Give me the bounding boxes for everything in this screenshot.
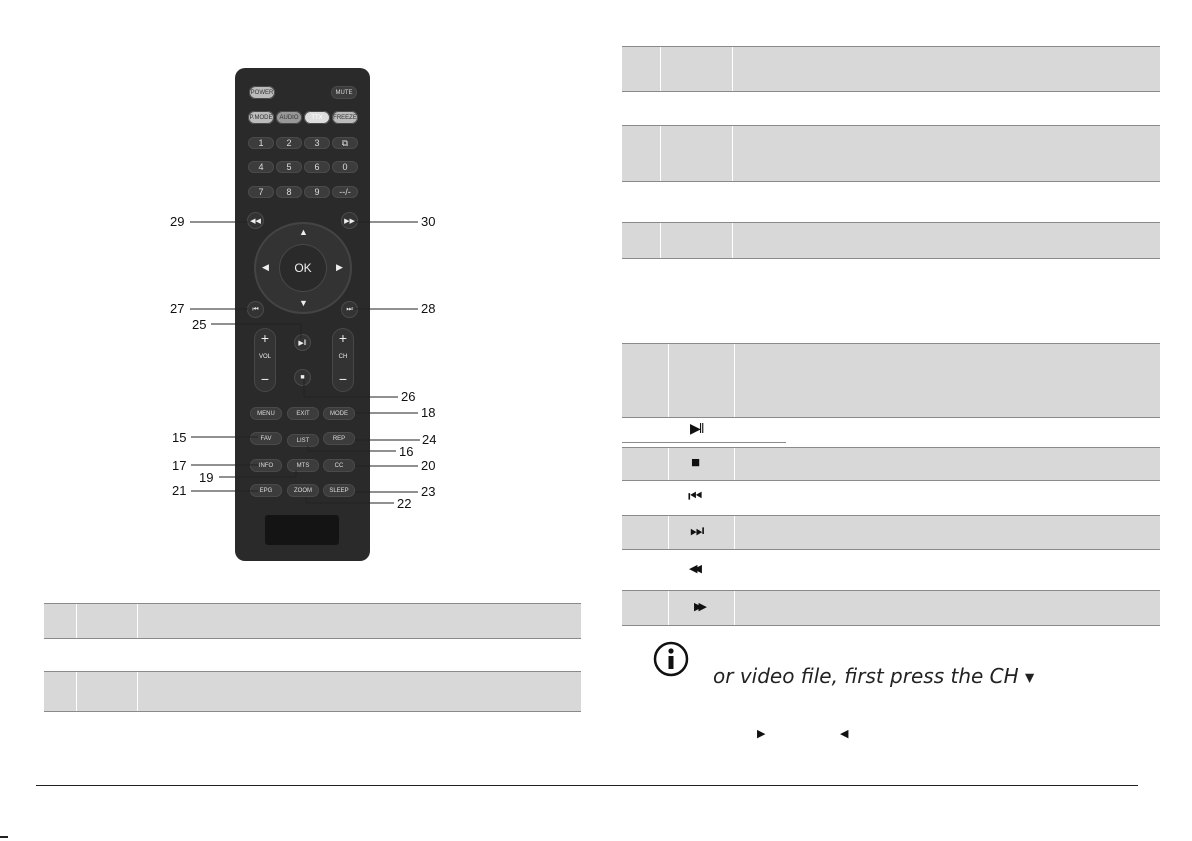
right-table-row-3: [622, 222, 1160, 259]
remote-info-button: INFO: [250, 459, 282, 472]
remote-sleep-button: SLEEP: [323, 484, 355, 497]
remote-zoom-button: ZOOM: [287, 484, 319, 497]
table-rewind-icon: ◀◀: [689, 563, 698, 575]
remote-rep-button: REP: [323, 432, 355, 445]
callout-19: 19: [199, 470, 214, 485]
corner-mark: [0, 836, 8, 838]
footer-rule: [36, 785, 1138, 786]
remote-key-4: 4: [248, 161, 274, 173]
callout-17: 17: [172, 458, 187, 473]
remote-ok-button: OK: [280, 245, 326, 291]
dpad-down-icon: ▼: [299, 298, 308, 308]
right-table-row-2: [622, 125, 1160, 182]
vol-label: VOL: [258, 354, 271, 360]
remote-list-button: LIST: [287, 434, 319, 447]
ch-label: CH: [338, 354, 348, 360]
right-table-row-4: [622, 343, 1160, 418]
remote-key-9: 9: [304, 186, 330, 198]
dpad-right-icon: ▶: [336, 262, 343, 272]
remote-volume-rocker: [254, 328, 276, 392]
remote-key-7: 7: [248, 186, 274, 198]
callout-21: 21: [172, 483, 187, 498]
callout-26: 26: [401, 389, 416, 404]
right-table-row-1: [622, 46, 1160, 92]
remote-dpad: [254, 222, 352, 314]
remote-key-3: 3: [304, 137, 330, 149]
callout-22: 22: [397, 496, 412, 511]
remote-control-image: [235, 68, 370, 561]
remote-channel-rocker: [332, 328, 354, 392]
remote-subpage-key: ⧉: [332, 137, 358, 149]
skip-next-icon: ⏭: [341, 301, 358, 318]
note-right-arrow-icon: ▶: [757, 728, 766, 740]
dpad-up-icon: ▲: [299, 227, 308, 237]
callout-25: 25: [192, 317, 207, 332]
note-left-arrow-icon: ◀: [840, 728, 849, 740]
remote-pmode-button: P.MODE: [248, 111, 274, 124]
callout-24: 24: [422, 432, 437, 447]
table-stop-icon: ■: [691, 454, 701, 471]
vol-minus: −: [260, 371, 270, 387]
callout-30: 30: [421, 214, 436, 229]
remote-ttx-button: TTX: [304, 111, 330, 124]
stop-icon: ■: [294, 369, 311, 386]
callout-27: 27: [170, 301, 185, 316]
callout-20: 20: [421, 458, 436, 473]
table-skip-previous-icon: ⏮: [688, 488, 703, 505]
dpad-left-icon: ◀: [262, 262, 269, 272]
remote-mts-button: MTS: [287, 459, 319, 472]
table-play-pause-icon: ▶‖: [690, 420, 703, 436]
vol-plus: +: [260, 330, 270, 346]
callout-29: 29: [170, 214, 185, 229]
note-text-body: or video file, first press the CH: [713, 664, 1019, 688]
remote-audio-button: AUDIO: [276, 111, 302, 124]
ch-minus: −: [338, 371, 348, 387]
remote-key-8: 8: [276, 186, 302, 198]
remote-exit-button: EXIT: [287, 407, 319, 420]
note-text: [713, 664, 1034, 688]
remote-epg-button: EPG: [250, 484, 282, 497]
remote-power-button: POWER: [249, 86, 275, 99]
callout-23: 23: [421, 484, 436, 499]
remote-dash-key: --/-: [332, 186, 358, 198]
remote-freeze-button: FREEZE: [332, 111, 358, 124]
remote-mode-button: MODE: [323, 407, 355, 420]
play-pause-icon: ▶‖: [294, 334, 311, 351]
callout-28: 28: [421, 301, 436, 316]
info-icon: [653, 641, 689, 677]
ir-window: [265, 515, 339, 545]
fast-forward-icon: ▶▶: [341, 212, 358, 229]
right-table-row-6: [622, 447, 1160, 481]
callout-16: 16: [399, 444, 414, 459]
callout-15: 15: [172, 430, 187, 445]
remote-key-2: 2: [276, 137, 302, 149]
left-table-row-2: [44, 671, 581, 712]
skip-previous-icon: ⏮: [247, 301, 264, 318]
table-skip-next-icon: ⏭: [690, 523, 705, 540]
channel-down-arrow-icon: ▼: [1025, 670, 1035, 685]
remote-key-6: 6: [304, 161, 330, 173]
remote-key-1: 1: [248, 137, 274, 149]
ch-plus: +: [338, 330, 348, 346]
remote-fav-button: FAV: [250, 432, 282, 445]
table-fast-forward-icon: ▶▶: [694, 601, 703, 613]
rewind-icon: ◀◀: [247, 212, 264, 229]
callout-18: 18: [421, 405, 436, 420]
remote-cc-button: CC: [323, 459, 355, 472]
remote-menu-button: MENU: [250, 407, 282, 420]
remote-key-5: 5: [276, 161, 302, 173]
left-table-row-1: [44, 603, 581, 639]
remote-key-0: 0: [332, 161, 358, 173]
remote-mute-button: MUTE: [331, 86, 357, 99]
